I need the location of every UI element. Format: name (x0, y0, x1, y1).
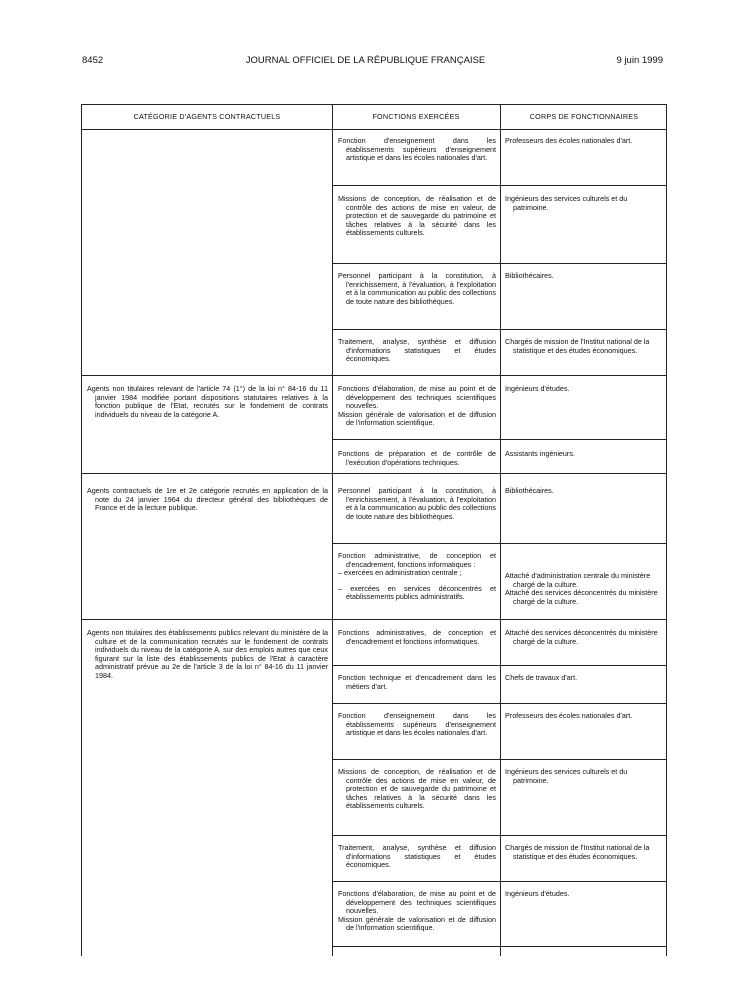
column-divider (332, 105, 333, 956)
row-divider (332, 543, 666, 544)
table-row-function (338, 385, 496, 428)
row-divider (332, 703, 666, 704)
table-row-corps: Attaché des services déconcentrés du ministère chargé de la culture. (505, 628, 658, 646)
page-number: 8452 (82, 55, 104, 66)
corps-text: Attaché d'administration centrale du ministère chargé de la culture. (505, 571, 651, 589)
table-row-function: Fonction technique et d'encadrement dans les métiers d'art. (338, 673, 496, 691)
row-divider (332, 835, 666, 836)
table-row-corps: Chefs de travaux d'art. (505, 673, 578, 682)
function-text: Mission générale de valorisation et de diffusion de l'information scientifique. (338, 409, 496, 428)
table-row-function: Fonction d'enseignement dans les établissements supérieurs d'enseignement artistique et dans les écoles nationales d'art. (338, 711, 496, 738)
table-row-function: Fonctions de préparation et de contrôle de l'exécution d'opérations techniques. (338, 449, 496, 467)
row-divider (332, 185, 666, 186)
table-row-corps: Chargés de mission de l'Institut national de la statistique et des études économiques. (505, 843, 650, 861)
group-divider (82, 375, 666, 376)
table-row-function: Traitement, analyse, synthèse et diffusion d'informations statistiques et études économiques. (338, 337, 496, 364)
table-row-corps: Ingénieurs des services culturels et du patrimoine. (505, 194, 628, 212)
function-text: Fonctions d'élaboration, de mise au point et de développement des techniques scientifiques nouvelles. (338, 384, 496, 411)
function-text: Fonctions d'élaboration, de mise au point et de développement des techniques scientifiques nouvelles. (338, 889, 496, 916)
category-description: Agents non titulaires des établissements publics relevant du ministère de la culture et de la communication recrutés sur le fondement de contrats individuels du niveau de la catégorie A, sur des emplois autres que ceux figurant sur la liste des établissements publics de l'Etat à caractère administratif prévue au 2e de l'article 3 de la loi n° 84-16 du 11 janvier 1984. (87, 628, 328, 680)
category-description: Agents contractuels de 1re et 2e catégorie recrutés en application de la note du 24 janvier 1964 du directeur général des bibliothèques de France et de la lecture publique. (87, 486, 328, 513)
column-header-functions: FONCTIONS EXERCÉES (372, 112, 460, 121)
table-row-corps: Professeurs des écoles nationales d'art. (505, 136, 633, 145)
column-header-corps: CORPS DE FONCTIONNAIRES (529, 112, 639, 121)
table-row-corps: Ingénieurs d'études. (505, 384, 570, 393)
function-text: Mission générale de valorisation et de diffusion de l'information scientifique. (338, 914, 496, 933)
corps-text: Attaché des services déconcentrés du ministère chargé de la culture. (505, 588, 658, 606)
category-description: Agents non titulaires relevant de l'article 74 (1°) de la loi n° 84-16 du 11 janvier 1984 modifiée portant dispositions statutaires relatives à la fonction publique de l'Etat, recrutés sur le fondement de contrats individuels du niveau de la catégorie A. (87, 384, 328, 419)
row-divider (332, 665, 666, 666)
table-row-function: Fonctions administratives, de conception et d'encadrement et fonctions informatiques. (338, 628, 496, 646)
function-text: – exercées en administration centrale ; (338, 568, 462, 578)
table-row-function: Fonction d'enseignement dans les établissements supérieurs d'enseignement artistique et dans les écoles nationales d'art. (338, 136, 496, 163)
table-row-function: Missions de conception, de réalisation et de contrôle des actions de mise en valeur, de protection et de sauvegarde du patrimoine et tâches relatives à la sécurité dans les établissements culturels. (338, 767, 496, 811)
row-divider (332, 759, 666, 760)
table-row-corps: Professeurs des écoles nationales d'art. (505, 711, 633, 720)
row-divider (332, 263, 666, 264)
table-row-corps: Ingénieurs d'études. (505, 889, 570, 898)
publication-date: 9 juin 1999 (616, 55, 663, 66)
row-divider (332, 881, 666, 882)
function-text: Fonction administrative, de conception et d'encadrement, fonctions informatiques : (338, 551, 496, 569)
row-divider (332, 439, 666, 440)
table-row-corps: Assistants ingénieurs. (505, 449, 575, 458)
table-row-corps: Ingénieurs des services culturels et du patrimoine. (505, 767, 628, 785)
table-row-function: Personnel participant à la constitution, à l'enrichissement, à l'évaluation, à l'exploitation et à la communication au public des collections de toute nature des bibliothèques. (338, 486, 496, 521)
table-row-corps: Chargés de mission de l'Institut national de la statistique et des études économiques. (505, 337, 650, 355)
row-divider (332, 946, 666, 947)
column-header-category: CATÉGORIE D'AGENTS CONTRACTUELS (133, 112, 281, 121)
table-row-function (338, 890, 496, 933)
table-row-function: Missions de conception, de réalisation et de contrôle des actions de mise en valeur, de protection et de sauvegarde du patrimoine et tâches relatives à la sécurité dans les établissements culturels. (338, 194, 496, 238)
table-row-function (338, 552, 496, 602)
row-divider (332, 329, 666, 330)
table-row-function: Traitement, analyse, synthèse et diffusion d'informations statistiques et études économiques. (338, 843, 496, 870)
table-row-corps (505, 572, 663, 606)
function-text: – exercées en services déconcentrés et établissements publics administratifs. (338, 583, 496, 602)
journal-title: JOURNAL OFFICIEL DE LA RÉPUBLIQUE FRANÇAISE (245, 55, 486, 66)
contract-agents-table (81, 104, 667, 956)
group-divider (82, 473, 666, 474)
group-divider (82, 619, 666, 620)
column-divider (500, 105, 501, 956)
table-row-corps: Bibliothécaires. (505, 271, 554, 280)
header-divider (82, 129, 666, 130)
table-row-function: Personnel participant à la constitution, à l'enrichissement, à l'évaluation, à l'exploitation et à la communication au public des collections de toute nature des bibliothèques. (338, 271, 496, 306)
table-row-corps: Bibliothécaires. (505, 486, 554, 495)
